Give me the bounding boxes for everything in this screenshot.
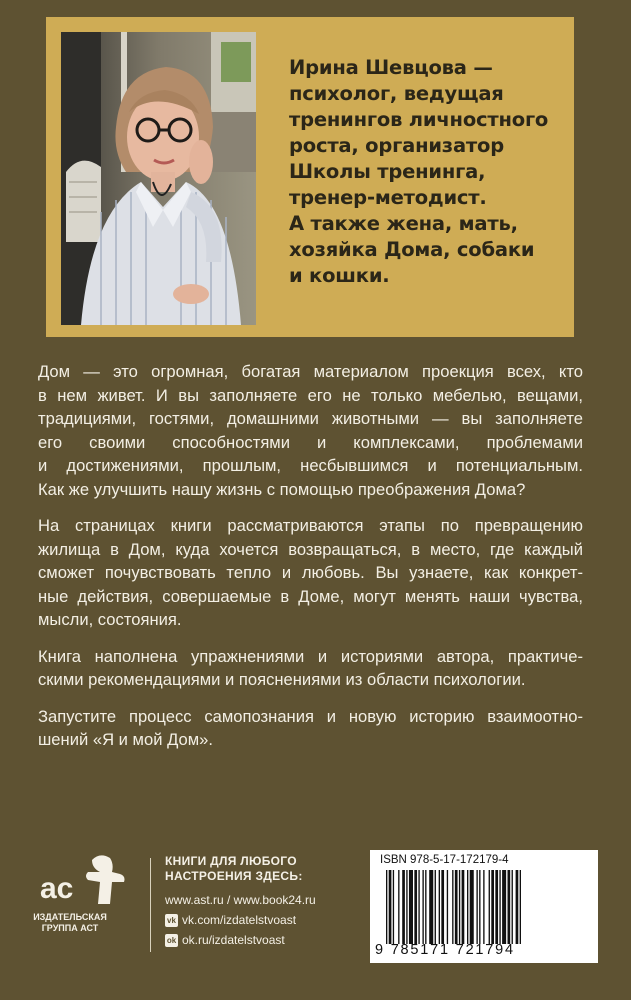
barcode-bar bbox=[386, 870, 387, 944]
barcode-bar bbox=[520, 870, 521, 944]
barcode-bar bbox=[467, 870, 468, 944]
description-paragraph bbox=[38, 360, 583, 501]
barcode-bar bbox=[495, 870, 498, 944]
publisher-name-line: ИЗДАТЕЛЬСКАЯ bbox=[33, 912, 107, 922]
barcode-bar bbox=[441, 870, 444, 944]
barcode-bar bbox=[512, 870, 513, 944]
barcode-bar bbox=[425, 870, 426, 944]
barcode-bar bbox=[398, 870, 399, 944]
barcode-bar bbox=[422, 870, 423, 944]
barcode-bar bbox=[402, 870, 405, 944]
links-heading-line: КНИГИ ДЛЯ ЛЮБОГО bbox=[165, 854, 297, 868]
author-photo bbox=[61, 32, 256, 325]
ast-logo-icon bbox=[30, 850, 140, 910]
description-line: Запустите процесс самопознания и новую историю взаимоотно- bbox=[38, 706, 583, 726]
barcode-bar bbox=[452, 870, 453, 944]
vk-icon: vk bbox=[165, 914, 178, 927]
links-heading-line: НАСТРОЕНИЯ ЗДЕСЬ: bbox=[165, 869, 303, 883]
barcode-bar bbox=[439, 870, 440, 944]
author-bio-line: Ирина Шевцова — bbox=[289, 56, 493, 79]
description-line: мысли, состояния. bbox=[38, 610, 182, 629]
publisher-links bbox=[165, 854, 375, 948]
ok-link-row[interactable] bbox=[165, 932, 375, 948]
author-panel bbox=[46, 17, 574, 337]
vk-link-row[interactable] bbox=[165, 912, 375, 928]
barcode-bar bbox=[409, 870, 413, 944]
barcode-bar bbox=[462, 870, 465, 944]
author-bio-line: А также жена, мать, bbox=[289, 212, 518, 235]
barcode-bar bbox=[502, 870, 506, 944]
barcode-bar bbox=[491, 870, 494, 944]
publisher-name bbox=[24, 912, 116, 934]
barcode-bar bbox=[429, 870, 433, 944]
ok-icon: ok bbox=[166, 935, 177, 945]
barcode-bar bbox=[516, 870, 519, 944]
description-paragraph bbox=[38, 705, 583, 752]
barcode-bar bbox=[435, 870, 436, 944]
barcode-bar bbox=[483, 870, 484, 944]
isbn-label: ISBN 978-5-17-172179-4 bbox=[380, 854, 509, 866]
barcode-number: 9 785171 721794 bbox=[375, 942, 515, 958]
author-bio-line: хозяйка Дома, собаки bbox=[289, 238, 535, 261]
logo-text: ac bbox=[40, 872, 74, 905]
barcode-bar bbox=[418, 870, 419, 944]
barcode-bar bbox=[499, 870, 500, 944]
book-description bbox=[38, 360, 583, 765]
barcode-bar bbox=[393, 870, 394, 944]
description-line: жилища в Дом, куда хочется возвращаться, в место, где каждый bbox=[38, 539, 583, 559]
barcode-bar bbox=[479, 870, 480, 944]
description-paragraph bbox=[38, 514, 583, 632]
author-portrait-image bbox=[61, 32, 256, 325]
description-line: ные действия, совершаемые в Доме, могут менять наши чувства, bbox=[38, 586, 583, 606]
divider bbox=[150, 858, 151, 952]
barcode-bar bbox=[489, 870, 490, 944]
description-line: Дом — это огромная, богатая материалом проекция всех, кто bbox=[38, 362, 583, 381]
vk-link[interactable]: vk.com/izdatelstvoast bbox=[182, 913, 297, 927]
author-bio-line: роста, организатор bbox=[289, 134, 504, 157]
description-line: скими рекомендациями и пояснениями из области психологии. bbox=[38, 670, 526, 689]
description-line: На страницах книги рассматриваются этапы по превращению bbox=[38, 516, 583, 535]
barcode-bar bbox=[470, 870, 474, 944]
barcode-bar bbox=[389, 870, 392, 944]
description-line: Книга наполнена упражнениями и историями автора, практиче- bbox=[38, 646, 583, 666]
barcode-bar bbox=[508, 870, 511, 944]
publisher-name-line: ГРУППА АСТ bbox=[41, 923, 99, 933]
description-line: шений «Я и мой Дом». bbox=[38, 730, 213, 749]
author-bio-line: тренингов личностного bbox=[289, 108, 549, 131]
barcode-bar bbox=[406, 870, 407, 944]
author-bio-line: психолог, ведущая bbox=[289, 82, 504, 105]
author-bio-line: тренер-методист. bbox=[289, 186, 487, 209]
ast-logo bbox=[30, 850, 140, 950]
ok-link[interactable]: ok.ru/izdatelstvoast bbox=[182, 933, 285, 947]
barcode-bar bbox=[459, 870, 460, 944]
author-bio-line: Школы тренинга, bbox=[289, 160, 486, 183]
description-line: Как же улучшить нашу жизнь с помощью преображения Дома? bbox=[38, 479, 526, 499]
barcode-bar bbox=[455, 870, 458, 944]
description-line: в нем живет. И вы заполняете его не только мебелью, вещами, bbox=[38, 385, 583, 405]
author-bio-line: и кошки. bbox=[289, 264, 390, 287]
description-line: его своими способностями и комплексами, проблемами bbox=[38, 432, 583, 452]
description-line: сможет почувствовать тепло и любовь. Вы узнаете, как конкрет- bbox=[38, 563, 583, 582]
barcode-bar bbox=[476, 870, 477, 944]
barcode-bar bbox=[414, 870, 417, 944]
barcode-box bbox=[370, 850, 598, 963]
description-line: традициями, гостями, домашними животными — вы заполняете bbox=[38, 409, 583, 428]
barcode-bar bbox=[447, 870, 448, 944]
sites-link[interactable]: www.ast.ru / www.book24.ru bbox=[165, 893, 316, 907]
author-bio bbox=[289, 55, 564, 289]
description-line: и достижениями, прошлым, несбывшимся и потенциальным. bbox=[38, 456, 583, 475]
description-paragraph bbox=[38, 645, 583, 692]
barcode-image bbox=[386, 870, 586, 944]
